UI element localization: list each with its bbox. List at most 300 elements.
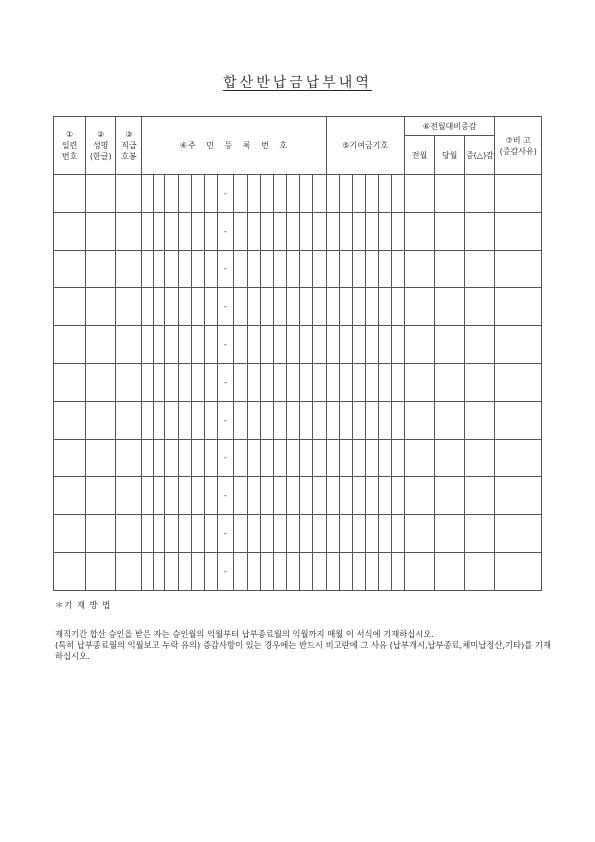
table-cell[interactable] xyxy=(313,250,326,288)
table-cell[interactable] xyxy=(339,250,352,288)
table-cell[interactable] xyxy=(352,288,365,326)
table-cell[interactable] xyxy=(287,212,300,250)
table-cell[interactable] xyxy=(142,175,153,213)
table-cell[interactable] xyxy=(404,401,434,439)
table-cell[interactable] xyxy=(495,250,542,288)
table-cell[interactable] xyxy=(54,363,86,401)
table-cell[interactable] xyxy=(495,363,542,401)
table-cell[interactable] xyxy=(365,515,378,553)
table-cell[interactable] xyxy=(86,439,116,477)
table-cell[interactable] xyxy=(313,363,326,401)
table-cell[interactable] xyxy=(153,515,164,553)
table-cell[interactable] xyxy=(204,212,217,250)
table-cell[interactable] xyxy=(465,477,495,515)
table-cell[interactable] xyxy=(164,477,178,515)
table-cell[interactable] xyxy=(204,552,217,590)
table-cell[interactable] xyxy=(404,363,434,401)
table-cell[interactable] xyxy=(391,515,404,553)
table-cell[interactable] xyxy=(287,250,300,288)
table-cell[interactable] xyxy=(435,401,465,439)
table-cell[interactable] xyxy=(378,477,391,515)
table-cell[interactable] xyxy=(233,250,247,288)
header-name: ② 성명 (한글) xyxy=(86,117,116,175)
table-cell[interactable] xyxy=(339,515,352,553)
table-cell[interactable] xyxy=(378,363,391,401)
table-cell[interactable] xyxy=(326,477,339,515)
table-cell[interactable] xyxy=(339,326,352,364)
table-cell[interactable] xyxy=(164,326,178,364)
table-cell[interactable] xyxy=(465,363,495,401)
table-cell[interactable] xyxy=(233,439,247,477)
table-cell[interactable] xyxy=(391,552,404,590)
table-cell[interactable] xyxy=(287,288,300,326)
table-cell[interactable] xyxy=(178,401,191,439)
resident-number-separator: - xyxy=(217,363,233,401)
table-cell[interactable] xyxy=(54,439,86,477)
table-cell[interactable] xyxy=(465,175,495,213)
table-cell[interactable] xyxy=(465,401,495,439)
table-cell[interactable] xyxy=(300,288,313,326)
table-cell[interactable] xyxy=(391,439,404,477)
header-contribution-code: ⑤기여금기호 xyxy=(326,117,404,175)
table-cell[interactable] xyxy=(339,212,352,250)
table-cell[interactable] xyxy=(300,552,313,590)
header-resident-number: ④주 민 등 록 번 호 xyxy=(142,117,326,175)
table-cell[interactable] xyxy=(54,288,86,326)
table-cell[interactable] xyxy=(435,212,465,250)
form-title: 합산반납금납부내역 xyxy=(223,75,372,91)
table-cell[interactable] xyxy=(142,515,153,553)
table-cell[interactable] xyxy=(339,288,352,326)
table-cell[interactable] xyxy=(404,477,434,515)
table-cell[interactable] xyxy=(178,288,191,326)
table-cell[interactable] xyxy=(164,363,178,401)
table-cell[interactable] xyxy=(404,552,434,590)
table-cell[interactable] xyxy=(365,250,378,288)
table-cell[interactable] xyxy=(495,552,542,590)
payment-detail-table xyxy=(53,116,542,591)
table-cell[interactable] xyxy=(191,477,204,515)
table-cell[interactable] xyxy=(313,477,326,515)
table-cell[interactable] xyxy=(261,250,274,288)
table-cell[interactable] xyxy=(153,401,164,439)
table-cell[interactable] xyxy=(287,363,300,401)
table-cell[interactable] xyxy=(164,212,178,250)
table-cell[interactable] xyxy=(274,477,287,515)
table-cell[interactable] xyxy=(391,401,404,439)
table-cell[interactable] xyxy=(54,250,86,288)
table-cell[interactable] xyxy=(495,212,542,250)
table-cell[interactable] xyxy=(326,326,339,364)
table-cell[interactable] xyxy=(287,326,300,364)
table-cell[interactable] xyxy=(54,515,86,553)
table-cell[interactable] xyxy=(261,212,274,250)
table-cell[interactable] xyxy=(164,515,178,553)
table-cell[interactable] xyxy=(233,515,247,553)
table-cell[interactable] xyxy=(191,363,204,401)
header-prev-month: 전월 xyxy=(404,136,434,175)
table-cell[interactable] xyxy=(365,477,378,515)
table-cell[interactable] xyxy=(378,175,391,213)
table-cell[interactable] xyxy=(352,250,365,288)
table-cell[interactable] xyxy=(435,552,465,590)
instruction-line: (특히 납부종료월의 익월보고 누락 유의) 증감사항이 있는 경우에는 반드시 비고란에 그 사유 (납부개시,납부종료,체미납정산,기타)를 기재하십시오. xyxy=(55,640,551,661)
table-cell[interactable] xyxy=(274,515,287,553)
table-cell[interactable] xyxy=(261,175,274,213)
table-cell[interactable] xyxy=(435,363,465,401)
table-cell[interactable] xyxy=(191,515,204,553)
resident-number-separator: - xyxy=(217,175,233,213)
table-cell[interactable] xyxy=(153,212,164,250)
table-cell[interactable] xyxy=(404,326,434,364)
table-cell[interactable] xyxy=(164,288,178,326)
table-cell[interactable] xyxy=(495,326,542,364)
table-cell[interactable] xyxy=(178,326,191,364)
table-cell[interactable] xyxy=(86,326,116,364)
table-cell[interactable] xyxy=(142,477,153,515)
table-cell[interactable] xyxy=(378,212,391,250)
table-cell[interactable] xyxy=(178,212,191,250)
table-cell[interactable] xyxy=(248,212,261,250)
table-cell[interactable] xyxy=(274,439,287,477)
table-cell[interactable] xyxy=(274,326,287,364)
table-cell[interactable] xyxy=(54,477,86,515)
table-cell[interactable] xyxy=(326,288,339,326)
table-cell[interactable] xyxy=(204,363,217,401)
table-cell[interactable] xyxy=(352,515,365,553)
table-cell[interactable] xyxy=(204,477,217,515)
table-cell[interactable] xyxy=(300,477,313,515)
table-cell[interactable] xyxy=(142,326,153,364)
table-cell[interactable] xyxy=(465,439,495,477)
table-cell[interactable] xyxy=(86,477,116,515)
resident-number-separator: - xyxy=(217,477,233,515)
table-cell[interactable] xyxy=(164,175,178,213)
table-cell[interactable] xyxy=(378,401,391,439)
table-cell[interactable] xyxy=(116,439,142,477)
table-cell[interactable] xyxy=(313,175,326,213)
table-cell[interactable] xyxy=(164,401,178,439)
table-cell[interactable] xyxy=(326,552,339,590)
table-cell[interactable] xyxy=(164,552,178,590)
table-cell[interactable] xyxy=(352,552,365,590)
table-cell[interactable] xyxy=(178,439,191,477)
table-cell[interactable] xyxy=(313,288,326,326)
table-cell[interactable] xyxy=(153,326,164,364)
table-cell[interactable] xyxy=(352,401,365,439)
table-cell[interactable] xyxy=(404,250,434,288)
table-cell[interactable] xyxy=(204,250,217,288)
table-cell[interactable] xyxy=(261,401,274,439)
table-cell[interactable] xyxy=(300,363,313,401)
table-cell[interactable] xyxy=(261,477,274,515)
table-cell[interactable] xyxy=(248,477,261,515)
table-cell[interactable] xyxy=(287,439,300,477)
table-cell[interactable] xyxy=(326,401,339,439)
table-cell[interactable] xyxy=(326,212,339,250)
table-cell[interactable] xyxy=(191,326,204,364)
table-cell[interactable] xyxy=(142,552,153,590)
table-cell[interactable] xyxy=(365,363,378,401)
table-cell[interactable] xyxy=(313,326,326,364)
table-cell[interactable] xyxy=(116,401,142,439)
table-cell[interactable] xyxy=(204,515,217,553)
table-cell[interactable] xyxy=(274,175,287,213)
table-cell[interactable] xyxy=(274,363,287,401)
table-cell[interactable] xyxy=(378,439,391,477)
table-cell[interactable] xyxy=(352,477,365,515)
table-cell[interactable] xyxy=(233,175,247,213)
table-cell[interactable] xyxy=(391,212,404,250)
table-cell[interactable] xyxy=(178,515,191,553)
table-cell[interactable] xyxy=(352,326,365,364)
table-cell[interactable] xyxy=(116,250,142,288)
table-cell[interactable] xyxy=(365,288,378,326)
table-cell[interactable] xyxy=(313,401,326,439)
table-cell[interactable] xyxy=(54,326,86,364)
table-row xyxy=(54,439,542,477)
table-cell[interactable] xyxy=(233,477,247,515)
table-cell[interactable] xyxy=(287,477,300,515)
table-cell[interactable] xyxy=(495,439,542,477)
table-cell[interactable] xyxy=(378,250,391,288)
table-cell[interactable] xyxy=(191,212,204,250)
table-cell[interactable] xyxy=(365,175,378,213)
table-cell[interactable] xyxy=(261,439,274,477)
table-cell[interactable] xyxy=(164,250,178,288)
table-cell[interactable] xyxy=(404,439,434,477)
table-cell[interactable] xyxy=(142,250,153,288)
table-cell[interactable] xyxy=(300,212,313,250)
table-row xyxy=(54,326,542,364)
table-cell[interactable] xyxy=(142,288,153,326)
table-cell[interactable] xyxy=(86,250,116,288)
table-row xyxy=(54,363,542,401)
table-cell[interactable] xyxy=(495,175,542,213)
table-cell[interactable] xyxy=(365,212,378,250)
table-cell[interactable] xyxy=(378,552,391,590)
table-cell[interactable] xyxy=(178,363,191,401)
table-cell[interactable] xyxy=(435,250,465,288)
table-cell[interactable] xyxy=(261,288,274,326)
table-cell[interactable] xyxy=(287,401,300,439)
table-cell[interactable] xyxy=(191,175,204,213)
table-cell[interactable] xyxy=(153,363,164,401)
table-cell[interactable] xyxy=(261,326,274,364)
table-cell[interactable] xyxy=(435,439,465,477)
table-cell[interactable] xyxy=(352,212,365,250)
table-cell[interactable] xyxy=(204,439,217,477)
table-cell[interactable] xyxy=(465,250,495,288)
table-cell[interactable] xyxy=(233,212,247,250)
table-cell[interactable] xyxy=(352,175,365,213)
table-cell[interactable] xyxy=(54,552,86,590)
table-cell[interactable] xyxy=(465,212,495,250)
table-cell[interactable] xyxy=(248,515,261,553)
table-cell[interactable] xyxy=(248,326,261,364)
table-cell[interactable] xyxy=(233,552,247,590)
table-cell[interactable] xyxy=(378,326,391,364)
table-cell[interactable] xyxy=(116,552,142,590)
table-cell[interactable] xyxy=(248,439,261,477)
table-cell[interactable] xyxy=(54,212,86,250)
table-cell[interactable] xyxy=(153,439,164,477)
table-cell[interactable] xyxy=(435,175,465,213)
table-cell[interactable] xyxy=(116,363,142,401)
table-cell[interactable] xyxy=(54,401,86,439)
table-cell[interactable] xyxy=(313,439,326,477)
table-cell[interactable] xyxy=(378,515,391,553)
table-cell[interactable] xyxy=(153,175,164,213)
table-cell[interactable] xyxy=(352,363,365,401)
table-cell[interactable] xyxy=(191,439,204,477)
table-cell[interactable] xyxy=(204,175,217,213)
table-cell[interactable] xyxy=(261,515,274,553)
table-cell[interactable] xyxy=(495,288,542,326)
table-cell[interactable] xyxy=(248,288,261,326)
table-cell[interactable] xyxy=(86,175,116,213)
table-cell[interactable] xyxy=(391,250,404,288)
table-cell[interactable] xyxy=(365,326,378,364)
table-cell[interactable] xyxy=(339,439,352,477)
table-cell[interactable] xyxy=(465,552,495,590)
table-cell[interactable] xyxy=(178,175,191,213)
table-cell[interactable] xyxy=(178,552,191,590)
table-cell[interactable] xyxy=(300,175,313,213)
table-cell[interactable] xyxy=(365,552,378,590)
table-cell[interactable] xyxy=(142,401,153,439)
table-cell[interactable] xyxy=(204,288,217,326)
table-cell[interactable] xyxy=(326,363,339,401)
table-cell[interactable] xyxy=(435,515,465,553)
table-cell[interactable] xyxy=(248,363,261,401)
table-cell[interactable] xyxy=(153,477,164,515)
table-cell[interactable] xyxy=(404,288,434,326)
table-cell[interactable] xyxy=(178,477,191,515)
table-cell[interactable] xyxy=(248,552,261,590)
table-cell[interactable] xyxy=(274,552,287,590)
table-cell[interactable] xyxy=(233,326,247,364)
table-cell[interactable] xyxy=(248,401,261,439)
table-cell[interactable] xyxy=(116,515,142,553)
table-cell[interactable] xyxy=(274,401,287,439)
table-cell[interactable] xyxy=(178,250,191,288)
table-cell[interactable] xyxy=(274,288,287,326)
table-cell[interactable] xyxy=(404,212,434,250)
table-cell[interactable] xyxy=(300,326,313,364)
table-cell[interactable] xyxy=(326,439,339,477)
table-cell[interactable] xyxy=(313,212,326,250)
table-cell[interactable] xyxy=(300,515,313,553)
table-cell[interactable] xyxy=(465,288,495,326)
table-cell[interactable] xyxy=(142,212,153,250)
table-cell[interactable] xyxy=(495,515,542,553)
table-cell[interactable] xyxy=(326,175,339,213)
table-cell[interactable] xyxy=(153,288,164,326)
header-serial: ① 일련 번호 xyxy=(54,117,86,175)
table-cell[interactable] xyxy=(191,250,204,288)
table-cell[interactable] xyxy=(233,401,247,439)
table-cell[interactable] xyxy=(54,175,86,213)
table-cell[interactable] xyxy=(191,552,204,590)
table-cell[interactable] xyxy=(404,515,434,553)
table-cell[interactable] xyxy=(153,552,164,590)
table-cell[interactable] xyxy=(274,212,287,250)
table-cell[interactable] xyxy=(339,552,352,590)
table-cell[interactable] xyxy=(142,439,153,477)
table-cell[interactable] xyxy=(153,250,164,288)
table-cell[interactable] xyxy=(248,250,261,288)
table-cell[interactable] xyxy=(86,288,116,326)
table-cell[interactable] xyxy=(391,326,404,364)
table-cell[interactable] xyxy=(352,439,365,477)
table-cell[interactable] xyxy=(86,212,116,250)
table-cell[interactable] xyxy=(233,288,247,326)
table-cell[interactable] xyxy=(261,363,274,401)
table-cell[interactable] xyxy=(142,363,153,401)
table-cell[interactable] xyxy=(116,477,142,515)
table-cell[interactable] xyxy=(365,439,378,477)
table-cell[interactable] xyxy=(495,477,542,515)
table-cell[interactable] xyxy=(495,401,542,439)
table-cell[interactable] xyxy=(435,326,465,364)
table-cell[interactable] xyxy=(204,401,217,439)
table-cell[interactable] xyxy=(339,477,352,515)
table-cell[interactable] xyxy=(391,363,404,401)
table-cell[interactable] xyxy=(313,552,326,590)
table-cell[interactable] xyxy=(287,175,300,213)
table-cell[interactable] xyxy=(274,250,287,288)
table-cell[interactable] xyxy=(191,401,204,439)
table-cell[interactable] xyxy=(86,552,116,590)
table-cell[interactable] xyxy=(435,477,465,515)
table-cell[interactable] xyxy=(287,515,300,553)
table-cell[interactable] xyxy=(300,401,313,439)
table-cell[interactable] xyxy=(391,288,404,326)
table-cell[interactable] xyxy=(300,439,313,477)
table-cell[interactable] xyxy=(465,326,495,364)
table-cell[interactable] xyxy=(116,175,142,213)
table-cell[interactable] xyxy=(391,477,404,515)
table-cell[interactable] xyxy=(233,363,247,401)
table-cell[interactable] xyxy=(261,552,274,590)
table-cell[interactable] xyxy=(164,439,178,477)
table-cell[interactable] xyxy=(435,288,465,326)
table-cell[interactable] xyxy=(404,175,434,213)
table-cell[interactable] xyxy=(86,401,116,439)
table-cell[interactable] xyxy=(191,288,204,326)
table-cell[interactable] xyxy=(116,288,142,326)
table-cell[interactable] xyxy=(339,363,352,401)
table-cell[interactable] xyxy=(365,401,378,439)
table-cell[interactable] xyxy=(313,515,326,553)
table-cell[interactable] xyxy=(116,212,142,250)
table-cell[interactable] xyxy=(339,175,352,213)
table-cell[interactable] xyxy=(116,326,142,364)
table-cell[interactable] xyxy=(339,401,352,439)
table-cell[interactable] xyxy=(378,288,391,326)
table-cell[interactable] xyxy=(465,515,495,553)
table-cell[interactable] xyxy=(248,175,261,213)
table-cell[interactable] xyxy=(326,515,339,553)
table-cell[interactable] xyxy=(204,326,217,364)
table-cell[interactable] xyxy=(86,363,116,401)
table-cell[interactable] xyxy=(86,515,116,553)
table-cell[interactable] xyxy=(326,250,339,288)
table-cell[interactable] xyxy=(391,175,404,213)
table-cell[interactable] xyxy=(287,552,300,590)
table-cell[interactable] xyxy=(300,250,313,288)
